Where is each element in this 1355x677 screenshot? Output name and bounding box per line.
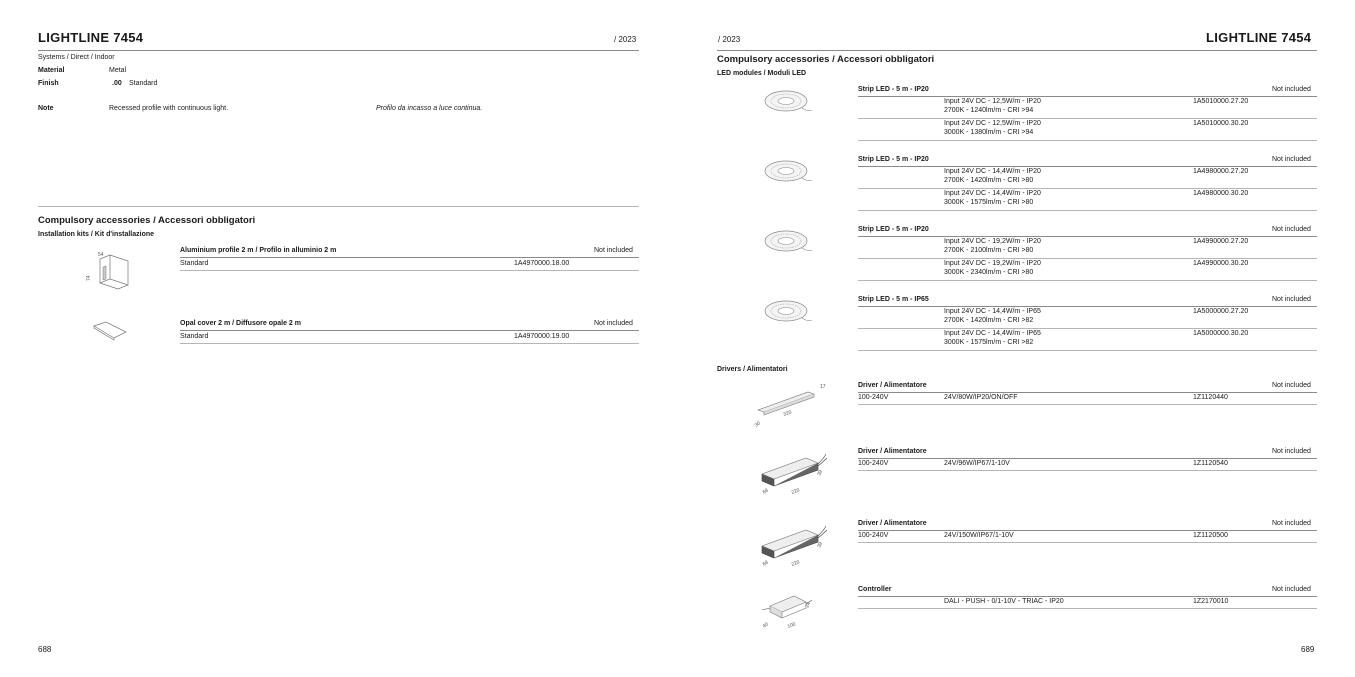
driver-spec: 24V/150W/IP67/1-10V <box>944 532 1014 539</box>
header-divider <box>38 50 639 51</box>
strip-rule <box>858 236 1317 237</box>
note-label: Note <box>38 105 54 112</box>
strip-spec-line1: Input 24V DC - 12,5W/m - IP20 <box>944 98 1041 105</box>
strip-name: Strip LED - 5 m - IP20 <box>858 86 929 93</box>
strip-rule <box>858 306 1317 307</box>
product-name: Opal cover 2 m / Diffusore opale 2 m <box>180 320 301 327</box>
dimension-label: 320 <box>782 409 793 418</box>
strip-name: Strip LED - 5 m - IP20 <box>858 226 929 233</box>
driver-code: 1Z2170010 <box>1193 598 1229 605</box>
product-code: 1A4970000.19.00 <box>514 333 570 340</box>
driver-drawing <box>750 446 828 496</box>
note-en: Recessed profile with continuous light. <box>109 105 229 112</box>
strip-spec-line1: Input 24V DC - 19,2W/m - IP20 <box>944 238 1041 245</box>
strip-spec-line2: 2700K - 1420lm/m - CRI >80 <box>944 177 1034 184</box>
strip-spec-line1: Input 24V DC - 14,4W/m - IP20 <box>944 190 1041 197</box>
strip-code: 1A5000000.27.20 <box>1193 308 1249 315</box>
driver-code: 1Z1120440 <box>1193 394 1228 401</box>
dimension-label: 100 <box>786 621 797 630</box>
strip-spec-line2: 3000K - 2340lm/m - CRI >80 <box>944 269 1034 276</box>
strip-code: 1A4980000.30.20 <box>1193 190 1249 197</box>
strip-spec-line1: Input 24V DC - 12,5W/m - IP20 <box>944 120 1041 127</box>
strip-status: Not included <box>1272 86 1311 93</box>
driver-rule <box>858 530 1317 531</box>
product-status: Not included <box>594 320 633 327</box>
strip-rule <box>858 258 1317 259</box>
finish-label: Finish <box>38 80 59 87</box>
dimension-label: 24 <box>804 601 813 609</box>
strip-rule <box>858 210 1317 211</box>
driver-voltage: 100-240V <box>858 532 889 539</box>
strip-spec-line2: 3000K - 1575lm/m - CRI >82 <box>944 339 1034 346</box>
profile-drawing <box>80 247 140 302</box>
dim-b-label: 74 <box>86 275 92 281</box>
driver-rule <box>858 458 1317 459</box>
note-it: Profilo da incasso a luce continua. <box>376 105 483 112</box>
strip-rule <box>858 328 1317 329</box>
driver-name: Driver / Alimentatore <box>858 448 927 455</box>
strip-spec-line2: 3000K - 1575lm/m - CRI >80 <box>944 199 1034 206</box>
strip-rule <box>858 350 1317 351</box>
dimension-label: 220 <box>790 487 801 496</box>
product-name: Aluminium profile 2 m / Profilo in alluminio 2 m <box>180 247 337 254</box>
dimension-label: 68 <box>761 487 770 496</box>
driver-status: Not included <box>1272 382 1311 389</box>
section-title: Compulsory accessories / Accessori obbligatori <box>717 54 935 65</box>
year-label: / 2023 <box>614 35 637 44</box>
strip-rule <box>858 140 1317 141</box>
strip-rule <box>858 188 1317 189</box>
driver-rule <box>858 470 1317 471</box>
strip-code: 1A4990000.30.20 <box>1193 260 1249 267</box>
strip-code: 1A5010000.30.20 <box>1193 120 1249 127</box>
product-rule <box>180 343 639 344</box>
material-label: Material <box>38 67 65 74</box>
finish-code: .00 <box>112 80 122 87</box>
product-rule <box>180 270 639 271</box>
driver-rule <box>858 596 1317 597</box>
driver-rule <box>858 542 1317 543</box>
strip-code: 1A5010000.27.20 <box>1193 98 1249 105</box>
dimension-label: 40 <box>761 621 770 630</box>
strip-code: 1A4990000.27.20 <box>1193 238 1249 245</box>
page-title: LIGHTLINE 7454 <box>38 30 144 45</box>
dimension-label: 220 <box>790 559 801 568</box>
driver-spec: 24V/80W/IP20/ON/OFF <box>944 394 1018 401</box>
driver-spec: 24V/96W/IP67/1-10V <box>944 460 1010 467</box>
strip-status: Not included <box>1272 296 1311 303</box>
strip-spec-line2: 2700K - 2100lm/m - CRI >80 <box>944 247 1034 254</box>
section-subtitle: LED modules / Moduli LED <box>717 70 807 77</box>
strip-rule <box>858 166 1317 167</box>
driver-voltage: 100-240V <box>858 460 889 467</box>
dimension-label: 39 <box>816 541 825 549</box>
strip-spec-line2: 3000K - 1380lm/m - CRI >94 <box>944 129 1034 136</box>
driver-voltage: 100-240V <box>858 394 889 401</box>
dimension-label: 68 <box>761 559 770 568</box>
header-divider <box>717 50 1317 51</box>
category-text: Systems / Direct / Indoor <box>38 54 115 61</box>
strip-rule <box>858 118 1317 119</box>
driver-name: Driver / Alimentatore <box>858 520 927 527</box>
driver-name: Driver / Alimentatore <box>858 382 927 389</box>
year-label: / 2023 <box>718 35 741 44</box>
dimension-label: 39 <box>816 469 825 477</box>
product-variant: Standard <box>180 333 209 340</box>
section-title: Compulsory accessories / Accessori obbligatori <box>38 215 256 226</box>
led-reel-drawing <box>762 158 814 186</box>
strip-status: Not included <box>1272 226 1311 233</box>
strip-name: Strip LED - 5 m - IP20 <box>858 156 929 163</box>
strip-spec-line1: Input 24V DC - 14,4W/m - IP65 <box>944 308 1041 315</box>
page-number: 688 <box>38 645 52 654</box>
product-variant: Standard <box>180 260 209 267</box>
product-rule <box>180 257 639 258</box>
controller-drawing <box>750 584 828 634</box>
opal-cover-drawing <box>90 320 130 342</box>
material-value: Metal <box>109 67 127 74</box>
strip-spec-line2: 2700K - 1240lm/m - CRI >94 <box>944 107 1034 114</box>
strip-status: Not included <box>1272 156 1311 163</box>
strip-name: Strip LED - 5 m - IP65 <box>858 296 929 303</box>
product-code: 1A4970000.18.00 <box>514 260 570 267</box>
led-reel-drawing <box>762 88 814 116</box>
strip-spec-line1: Input 24V DC - 14,4W/m - IP65 <box>944 330 1041 337</box>
strip-spec-line1: Input 24V DC - 14,4W/m - IP20 <box>944 168 1041 175</box>
driver-spec: DALI - PUSH - 0/1-10V - TRIAC - IP20 <box>944 598 1064 605</box>
page-number: 689 <box>1301 645 1315 654</box>
dimension-label: 17 <box>820 384 826 390</box>
driver-status: Not included <box>1272 448 1311 455</box>
strip-spec-line2: 2700K - 1420lm/m - CRI >82 <box>944 317 1034 324</box>
driver-rule <box>858 392 1317 393</box>
driver-drawing <box>750 380 828 430</box>
strip-rule <box>858 96 1317 97</box>
driver-name: Controller <box>858 586 892 593</box>
driver-code: 1Z1120540 <box>1193 460 1228 467</box>
page-title: LIGHTLINE 7454 <box>1206 30 1312 45</box>
driver-rule <box>858 404 1317 405</box>
driver-status: Not included <box>1272 520 1311 527</box>
section-subtitle: Installation kits / Kit d'installazione <box>38 231 155 238</box>
dim-a-label: 54 <box>98 252 104 258</box>
strip-code: 1A4980000.27.20 <box>1193 168 1249 175</box>
product-rule <box>180 330 639 331</box>
strip-spec-line1: Input 24V DC - 19,2W/m - IP20 <box>944 260 1041 267</box>
strip-code: 1A5000000.30.20 <box>1193 330 1249 337</box>
led-reel-drawing <box>762 298 814 326</box>
finish-value: Standard <box>129 80 158 87</box>
strip-rule <box>858 280 1317 281</box>
section-divider <box>38 206 639 207</box>
driver-status: Not included <box>1272 586 1311 593</box>
driver-code: 1Z1120500 <box>1193 532 1228 539</box>
led-reel-drawing <box>762 228 814 256</box>
product-status: Not included <box>594 247 633 254</box>
driver-rule <box>858 608 1317 609</box>
drivers-subtitle: Drivers / Alimentatori <box>717 366 788 373</box>
dimension-label: 30 <box>753 420 762 429</box>
driver-drawing <box>750 518 828 568</box>
